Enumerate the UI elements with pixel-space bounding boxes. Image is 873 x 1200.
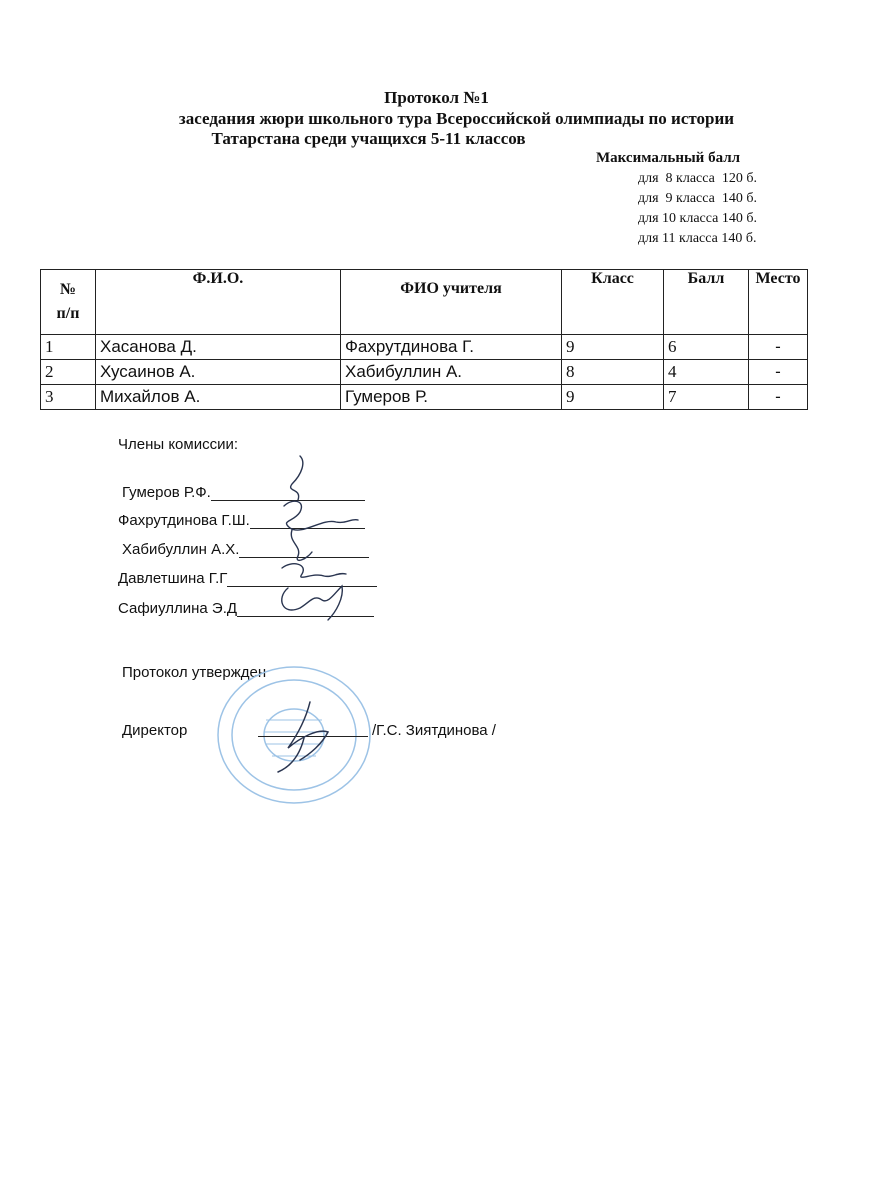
member-name: Сафиуллина Э.Д (118, 600, 238, 617)
director-name: /Г.С. Зиятдинова / (372, 722, 496, 739)
max-score-line: для 9 класса 140 б. (638, 191, 757, 206)
member-name: Хабибуллин А.Х. (122, 541, 240, 558)
protocol-subtitle-line1: заседания жюри школьного тура Всероссийской олимпиады по истории (178, 109, 735, 128)
cell-num: 1 (41, 335, 96, 360)
table-row (41, 360, 808, 385)
signature-stroke (282, 586, 343, 620)
signature-stroke (282, 564, 346, 577)
cell-num: 2 (41, 360, 96, 385)
header-class: Класс (562, 270, 664, 335)
cell-fio: Хасанова Д. (96, 335, 341, 360)
protocol-title: Протокол №1 (384, 88, 489, 107)
table-header-row (41, 270, 808, 335)
header-num (41, 270, 96, 335)
max-score-line: для 11 класса 140 б. (638, 231, 757, 246)
max-score-line: для 8 класса 120 б. (638, 171, 757, 186)
results-table (40, 269, 808, 410)
member-name: Давлетшина Г.Г (118, 570, 228, 587)
table-row (41, 335, 808, 360)
cell-fio: Хусаинов А. (96, 360, 341, 385)
cell-teacher: Фахрутдинова Г. (341, 335, 562, 360)
cell-teacher: Хабибуллин А. (341, 360, 562, 385)
director-signature (270, 698, 350, 778)
member-name: Фахрутдинова Г.Ш. (118, 512, 250, 529)
cell-teacher: Гумеров Р. (341, 385, 562, 410)
cell-class: 9 (562, 335, 664, 360)
commission-label: Члены комиссии: (118, 436, 239, 453)
cell-num: 3 (41, 385, 96, 410)
cell-class: 8 (562, 360, 664, 385)
header-fio: Ф.И.О. (96, 270, 341, 335)
member-name: Гумеров Р.Ф. (122, 484, 211, 501)
header-place: Место (749, 270, 808, 335)
cell-class: 9 (562, 385, 664, 410)
cell-fio: Михайлов А. (96, 385, 341, 410)
header-num-line1: № (59, 281, 77, 298)
cell-score: 6 (664, 335, 749, 360)
cell-place: - (749, 385, 808, 410)
director-label: Директор (122, 722, 188, 739)
cell-place: - (749, 335, 808, 360)
max-score-line: для 10 класса 140 б. (638, 211, 757, 226)
protocol-subtitle-line2: Татарстана среди учащихся 5-11 классов (211, 129, 526, 148)
header-num-line2: п/п (56, 305, 80, 322)
header-teacher: ФИО учителя (341, 270, 562, 335)
signature-stroke (278, 702, 328, 772)
max-score-label: Максимальный балл (596, 150, 741, 166)
signature-stroke (291, 530, 312, 560)
signature-stroke (284, 501, 358, 530)
header-score: Балл (664, 270, 749, 335)
approval-label: Протокол утвержден (122, 664, 267, 681)
cell-score: 4 (664, 360, 749, 385)
cell-score: 7 (664, 385, 749, 410)
table-row (41, 385, 808, 410)
signature-stroke (291, 456, 303, 500)
cell-place: - (749, 360, 808, 385)
handwritten-signatures (262, 448, 372, 628)
